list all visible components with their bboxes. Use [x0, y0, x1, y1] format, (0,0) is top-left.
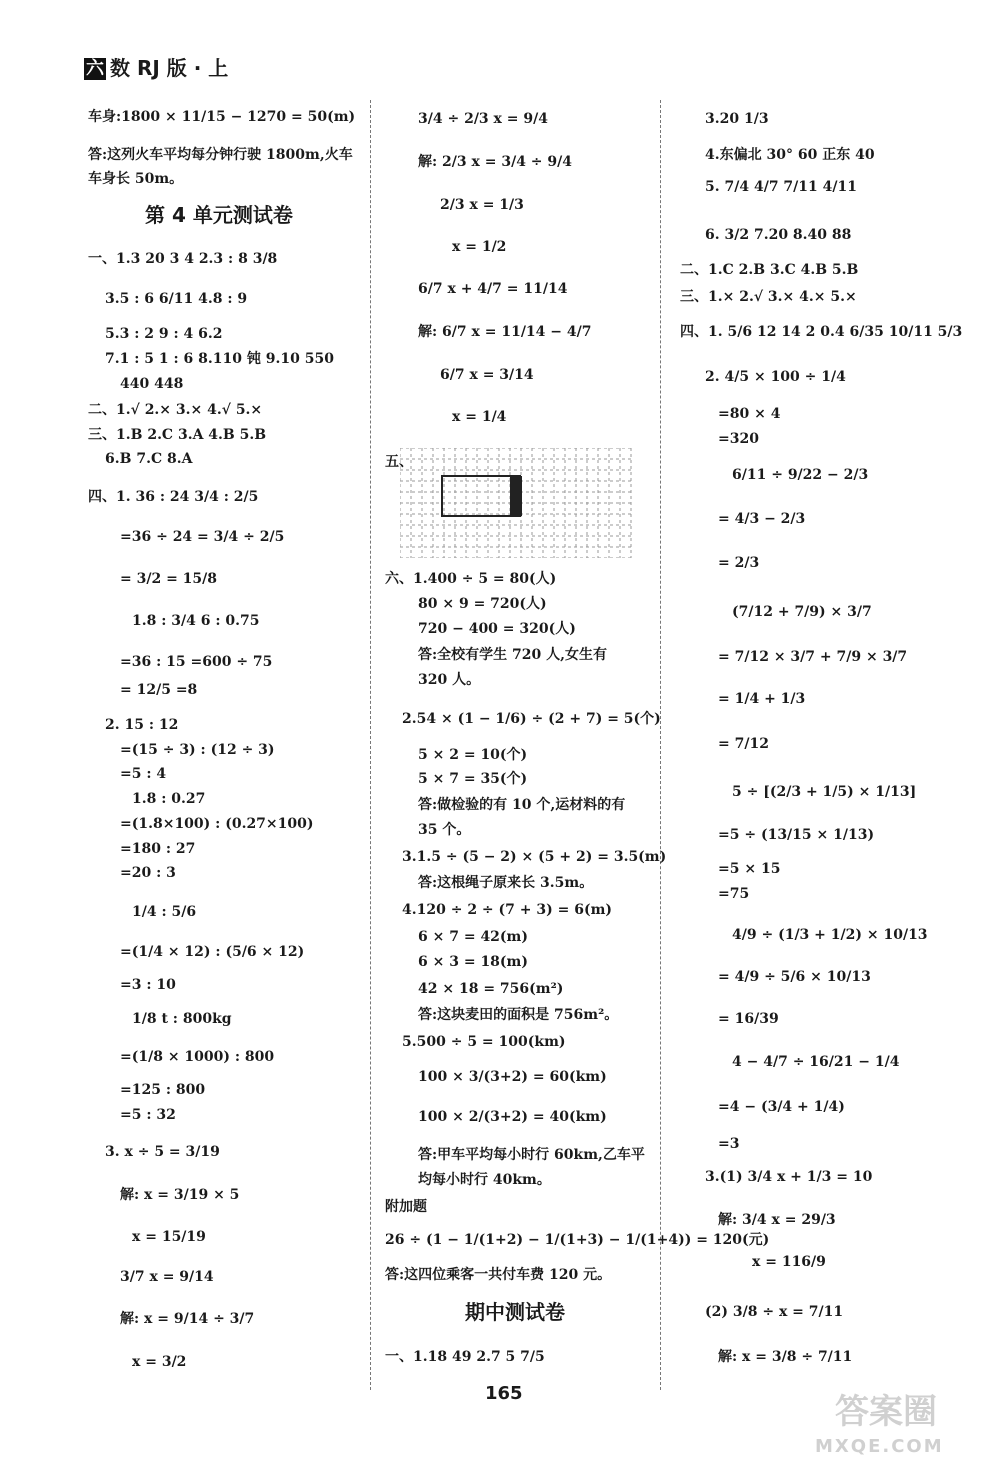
answer-line: =(1/4 × 12) : (5/6 × 12) [120, 944, 305, 960]
answer-line: 5.500 ÷ 5 = 100(km) [402, 1034, 566, 1050]
answer-line: 100 × 2/(3+2) = 40(km) [418, 1109, 607, 1125]
answer-line: = 7/12 × 3/7 + 7/9 × 3/7 [718, 649, 908, 665]
answer-line: 6 × 7 = 42(m) [418, 929, 528, 945]
answer-line: = 7/12 [718, 736, 769, 752]
rectangle-shape [442, 476, 520, 516]
answer-line: (2) 3/8 ÷ x = 7/11 [705, 1304, 844, 1320]
answer-line: 2.54 × (1 − 1/6) ÷ (2 + 7) = 5(个) [402, 711, 661, 727]
grid-drawing [400, 448, 632, 558]
column-divider-2 [660, 100, 661, 1390]
answer-line: =180 : 27 [120, 841, 196, 857]
answer-line: 四、1. 5/6 12 14 2 0.4 6/35 10/11 5/3 [680, 324, 963, 340]
answer-line: =3 : 10 [120, 977, 176, 993]
answer-line: =80 × 4 [718, 406, 781, 422]
answer-line: 解: 2/3 x = 3/4 ÷ 9/4 [418, 154, 573, 170]
answer-line: =5 : 32 [120, 1107, 176, 1123]
answer-line: 三、1.× 2.√ 3.× 4.× 5.× [680, 289, 857, 305]
answer-line: 26 ÷ (1 − 1/(1+2) − 1/(1+3) − 1/(1+4)) = 120(元) [385, 1232, 770, 1248]
question-five-label: 五、 [385, 454, 413, 470]
answer-line: 5. 7/4 4/7 7/11 4/11 [705, 179, 857, 195]
answer-line: 二、1.C 2.B 3.C 4.B 5.B [680, 262, 859, 278]
answer-line: 720 − 400 = 320(人) [418, 621, 576, 637]
answer-line: 车身:1800 × 11/15 − 1270 = 50(m) [88, 109, 356, 125]
answer-line: 42 × 18 = 756(m²) [418, 981, 564, 997]
answer-line: 答:这四位乘客一共付车费 120 元。 [385, 1267, 612, 1283]
answer-line: 答:做检验的有 10 个,运材料的有 [418, 797, 626, 813]
answer-line: 5.3 : 2 9 : 4 6.2 [105, 326, 223, 342]
answer-line: = 4/3 − 2/3 [718, 511, 806, 527]
answer-line: 四、1. 36 : 24 3/4 : 2/5 [88, 489, 259, 505]
answer-line: 3.(1) 3/4 x + 1/3 = 10 [705, 1169, 873, 1185]
answer-line: 5 ÷ [(2/3 + 1/5) × 1/13] [732, 784, 917, 800]
watermark-url: MXQE.COM [815, 1436, 944, 1457]
answer-line: =75 [718, 886, 750, 902]
answer-line: 1/8 t : 800kg [132, 1011, 232, 1027]
answer-line: = 3/2 = 15/8 [120, 571, 218, 587]
answer-line: x = 15/19 [132, 1229, 206, 1245]
answer-line: 一、1.3 20 3 4 2.3 : 8 3/8 [88, 251, 278, 267]
answer-line: =36 : 15 =600 ÷ 75 [120, 654, 273, 670]
answer-line: =5 ÷ (13/15 × 1/13) [718, 827, 875, 843]
answer-line: 2/3 x = 1/3 [440, 197, 524, 213]
answer-line: 三、1.B 2.C 3.A 4.B 5.B [88, 427, 267, 443]
column-divider-1 [370, 100, 371, 1390]
answer-line: 答:全校有学生 720 人,女生有 [418, 647, 608, 663]
answer-line: =20 : 3 [120, 865, 176, 881]
answer-line: 4.东偏北 30° 60 正东 40 [705, 147, 875, 163]
answer-line: = 1/4 + 1/3 [718, 691, 806, 707]
answer-line: 1.8 : 3/4 6 : 0.75 [132, 613, 260, 629]
answer-line: 5 × 7 = 35(个) [418, 771, 528, 787]
answer-line: = 2/3 [718, 555, 760, 571]
answer-line: 35 个。 [418, 822, 471, 838]
answer-line: 1/4 : 5/6 [132, 904, 197, 920]
answer-line: 二、1.√ 2.× 3.× 4.√ 5.× [88, 402, 263, 418]
answer-line: = 12/5 =8 [120, 682, 198, 698]
answer-line: x = 1/2 [452, 239, 507, 255]
answer-line: 3/4 ÷ 2/3 x = 9/4 [418, 111, 548, 127]
answer-line: 6/11 ÷ 9/22 − 2/3 [732, 467, 869, 483]
answer-line: =320 [718, 431, 759, 447]
answer-line: 3. x ÷ 5 = 3/19 [105, 1144, 220, 1160]
answer-line: 3.20 1/3 [705, 111, 769, 127]
answer-line: =5 × 15 [718, 861, 781, 877]
answer-line: 1.8 : 0.27 [132, 791, 206, 807]
answer-line: 一、1.18 49 2.7 5 7/5 [385, 1349, 545, 1365]
answer-line: 解: x = 3/19 × 5 [120, 1187, 240, 1203]
answer-line: 车身长 50m。 [88, 171, 184, 187]
answer-line: 6.B 7.C 8.A [105, 451, 193, 467]
answer-line: 7.1 : 5 1 : 6 8.110 钝 9.10 550 [105, 351, 334, 367]
answer-line: =125 : 800 [120, 1082, 206, 1098]
answer-line: (7/12 + 7/9) × 3/7 [732, 604, 872, 620]
answer-line: =(15 ÷ 3) : (12 ÷ 3) [120, 742, 275, 758]
section-title-midterm: 期中测试卷 [465, 1300, 565, 1324]
answer-line: 解: 6/7 x = 11/14 − 4/7 [418, 324, 592, 340]
answer-line: 6/7 x = 3/14 [440, 367, 534, 383]
answer-line: 5 × 2 = 10(个) [418, 747, 528, 763]
answer-line: =(1.8×100) : (0.27×100) [120, 816, 314, 832]
section-title-unit4: 第 4 单元测试卷 [145, 203, 293, 227]
answer-line: 4/9 ÷ (1/3 + 1/2) × 10/13 [732, 927, 928, 943]
answer-line: 答:这根绳子原来长 3.5m。 [418, 875, 594, 891]
answer-line: = 16/39 [718, 1011, 779, 1027]
answer-line: 440 448 [120, 376, 184, 392]
answer-line: 3/7 x = 9/14 [120, 1269, 214, 1285]
answer-line: 答:甲车平均每小时行 60km,乙车平 [418, 1147, 645, 1163]
book-title: 数 RJ 版 · 上 [110, 56, 229, 80]
answer-line: 均每小时行 40km。 [418, 1172, 551, 1188]
answer-line: 80 × 9 = 720(人) [418, 596, 547, 612]
answer-line: 4.120 ÷ 2 ÷ (7 + 3) = 6(m) [402, 902, 613, 918]
answer-line: 3.5 : 6 6/11 4.8 : 9 [105, 291, 248, 307]
answer-line: 100 × 3/(3+2) = 60(km) [418, 1069, 607, 1085]
answer-line: 2. 15 : 12 [105, 717, 179, 733]
watermark-logo: 答案圈 [835, 1392, 937, 1432]
answer-line: 2. 4/5 × 100 ÷ 1/4 [705, 369, 846, 385]
answer-line: =5 : 4 [120, 766, 167, 782]
answer-line: 3.1.5 ÷ (5 − 2) × (5 + 2) = 3.5(m) [402, 849, 667, 865]
bonus-label: 附加题 [385, 1199, 427, 1215]
answer-line: 6/7 x + 4/7 = 11/14 [418, 281, 568, 297]
answer-line: 六、1.400 ÷ 5 = 80(人) [385, 571, 557, 587]
answer-line: =4 − (3/4 + 1/4) [718, 1099, 845, 1115]
answer-line: 答:这块麦田的面积是 756m²。 [418, 1007, 619, 1023]
answer-line: =(1/8 × 1000) : 800 [120, 1049, 275, 1065]
answer-line: = 4/9 ÷ 5/6 × 10/13 [718, 969, 871, 985]
answer-line: =3 [718, 1136, 740, 1152]
answer-line: 解: x = 9/14 ÷ 3/7 [120, 1311, 255, 1327]
answer-line: =36 ÷ 24 = 3/4 ÷ 2/5 [120, 529, 285, 545]
answer-line: x = 116/9 [752, 1254, 826, 1270]
answer-line: 6 × 3 = 18(m) [418, 954, 528, 970]
answer-line: 6. 3/2 7.20 8.40 88 [705, 227, 852, 243]
page-number: 165 [485, 1383, 523, 1404]
answer-line: 4 − 4/7 ÷ 16/21 − 1/4 [732, 1054, 900, 1070]
answer-line: x = 3/2 [132, 1354, 187, 1370]
answer-line: 解: 3/4 x = 29/3 [718, 1212, 836, 1228]
answer-line: 320 人。 [418, 672, 481, 688]
answer-line: x = 1/4 [452, 409, 507, 425]
grade-badge: 六 [86, 58, 104, 79]
shaded-strip [510, 476, 522, 516]
answer-line: 解: x = 3/8 ÷ 7/11 [718, 1349, 853, 1365]
answer-line: 答:这列火车平均每分钟行驶 1800m,火车 [88, 147, 353, 163]
